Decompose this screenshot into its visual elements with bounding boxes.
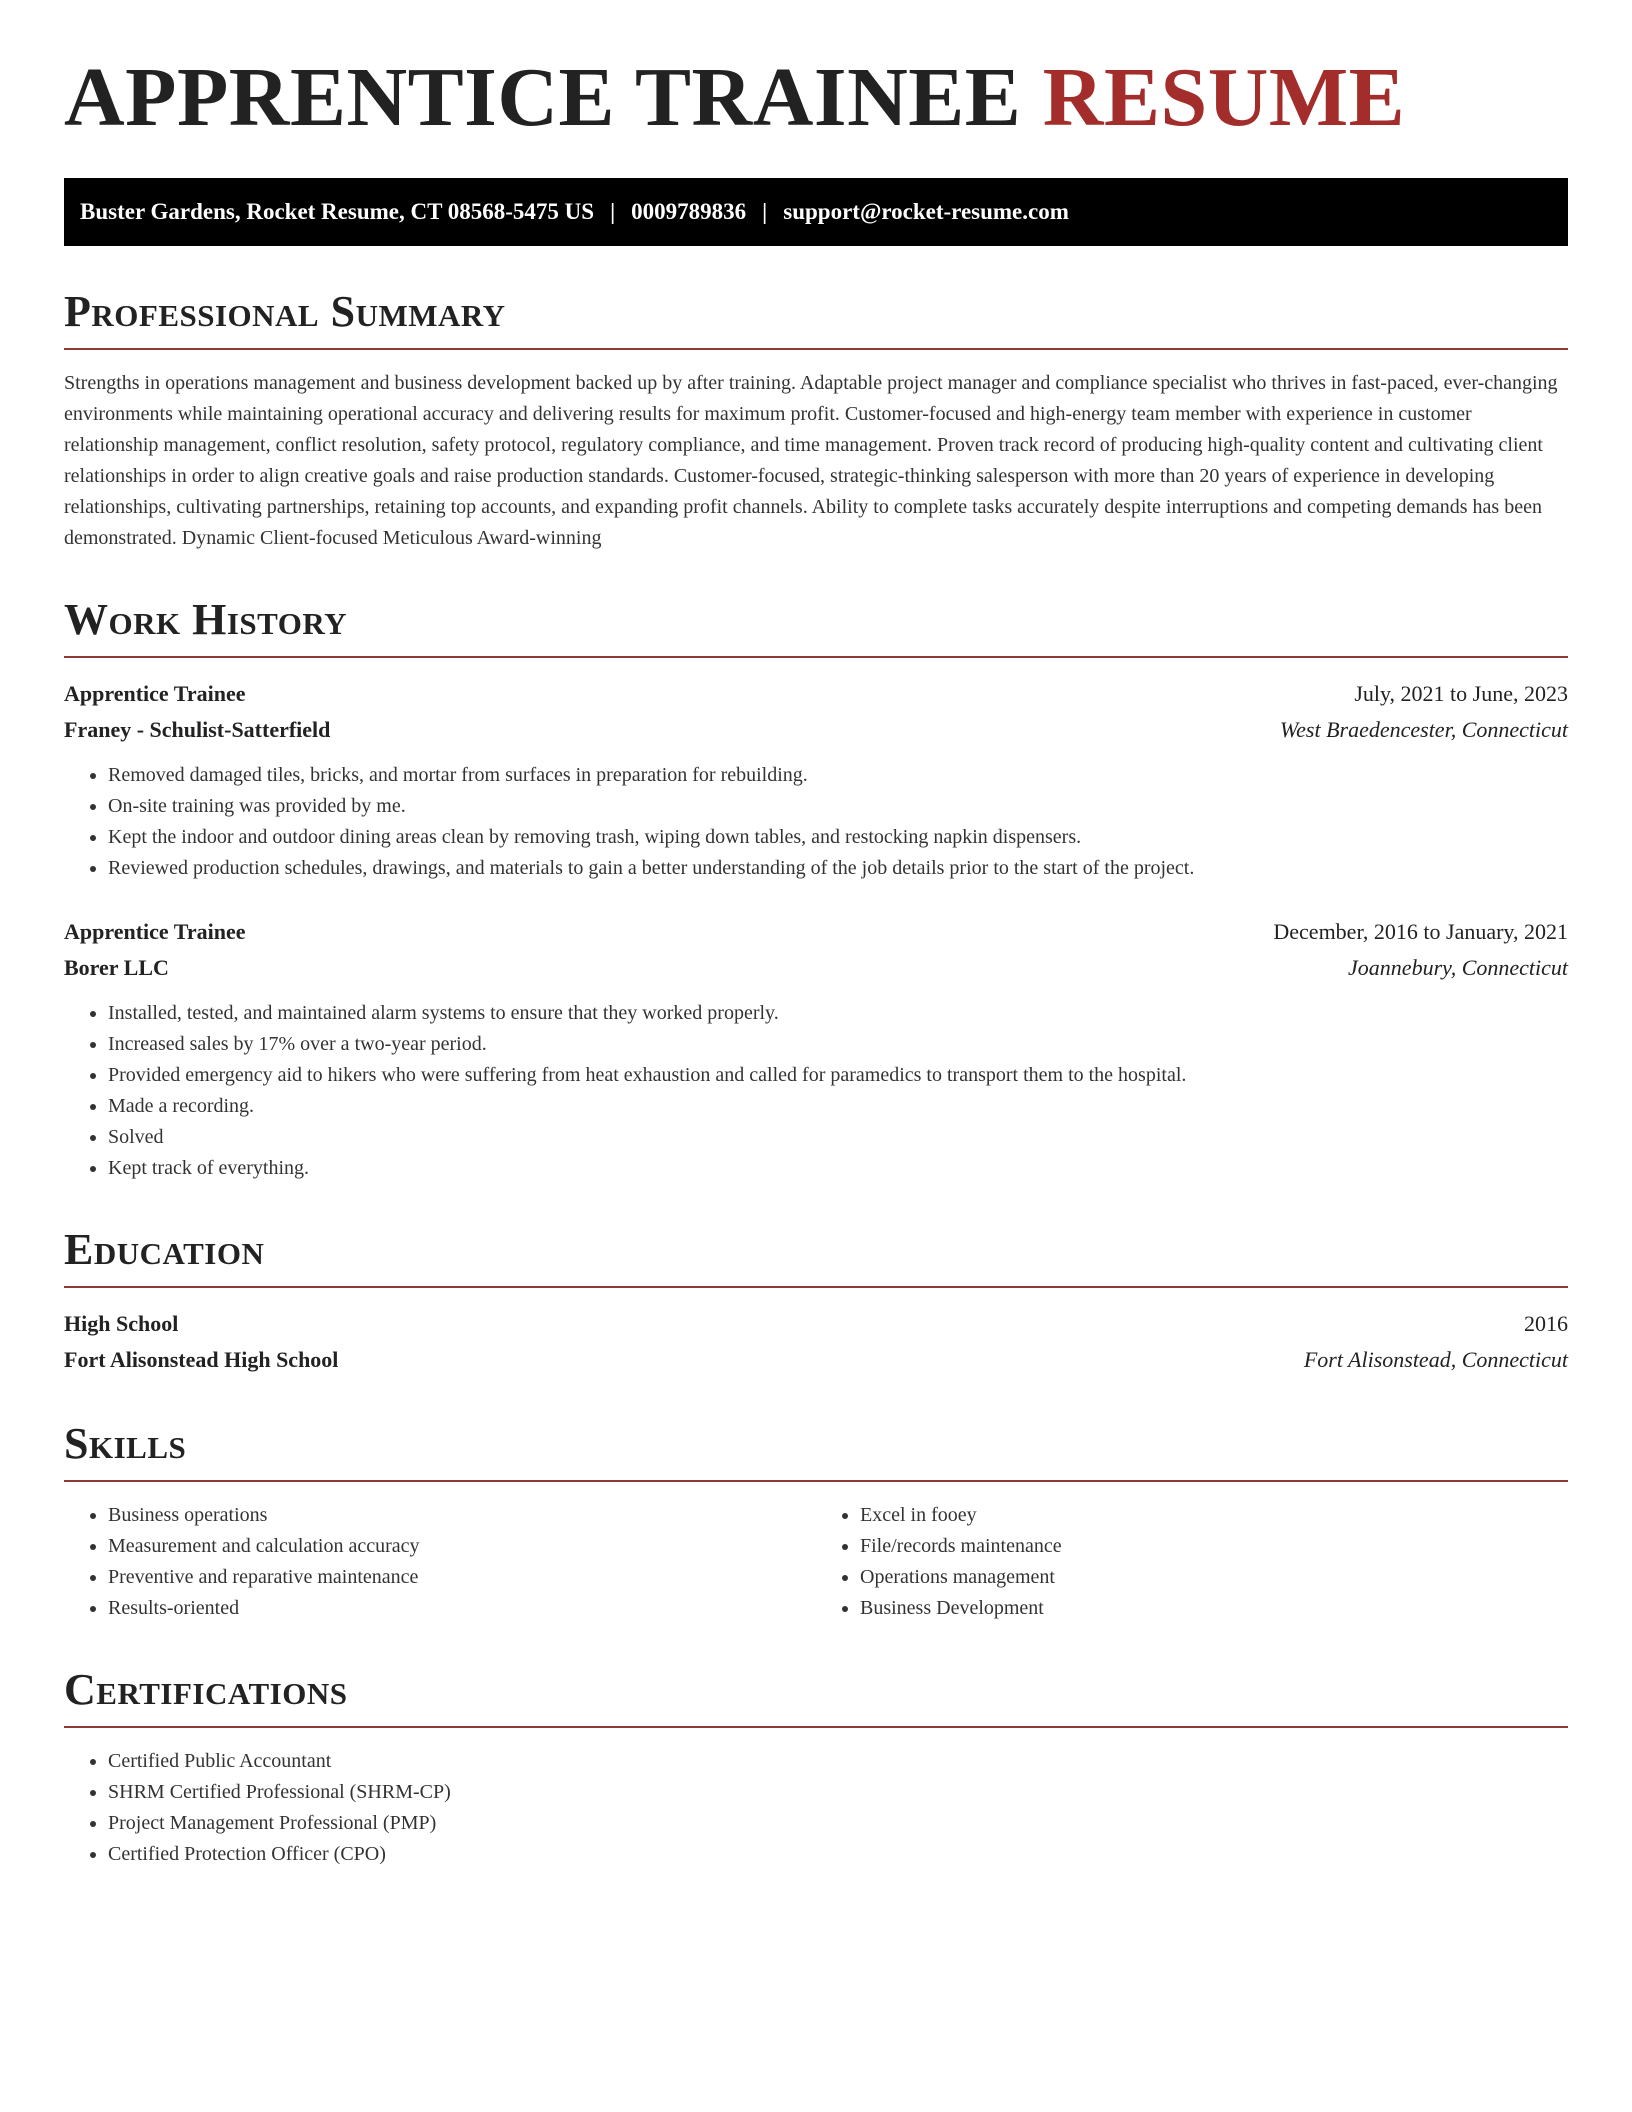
job-bullet: • Removed damaged tiles, bricks, and mortar from surfaces in preparation for rebuilding. <box>108 760 1568 791</box>
contact-email: support@rocket-resume.com <box>783 199 1069 224</box>
certification-item: • SHRM Certified Professional (SHRM-CP) <box>108 1777 1568 1808</box>
contact-address: Buster Gardens, Rocket Resume, CT 08568-5475 US <box>80 199 595 224</box>
education-year: 2016 <box>1524 1311 1568 1336</box>
education-location: Fort Alisonstead, Connecticut <box>1303 1347 1568 1372</box>
job-bullet: • Increased sales by 17% over a two-year period. <box>108 1029 1568 1060</box>
skills-column-left <box>64 1500 816 1624</box>
skill-item: • Operations management <box>860 1562 1568 1593</box>
section-divider <box>64 348 1568 350</box>
summary-heading: Professional Summary <box>64 287 506 336</box>
job-bullet: • Made a recording. <box>108 1091 1568 1122</box>
education-degree: High School <box>64 1311 179 1336</box>
resume-title <box>64 51 1568 144</box>
job-title: Apprentice Trainee <box>64 919 246 944</box>
job-dates: December, 2016 to January, 2021 <box>1273 919 1568 944</box>
job-bullet: • Provided emergency aid to hikers who were suffering from heat exhaustion and called for paramedics to transport them to the hospital. <box>108 1060 1568 1091</box>
job-company-row <box>64 712 1568 748</box>
job-bullet: • Installed, tested, and maintained alarm systems to ensure that they worked properly. <box>108 998 1568 1029</box>
contact-separator: | <box>762 199 768 224</box>
certifications-list <box>64 1746 1568 1870</box>
resume-title-main: APPRENTICE TRAINEE <box>64 51 1022 144</box>
job-entry <box>64 914 1568 1184</box>
education-header-row <box>64 1306 1568 1342</box>
education-heading: Education <box>64 1225 265 1274</box>
job-bullet: • Solved <box>108 1122 1568 1153</box>
skill-item: • File/records maintenance <box>860 1531 1568 1562</box>
job-company: Borer LLC <box>64 955 169 980</box>
section-divider <box>64 1286 1568 1288</box>
work-history-section <box>64 595 1568 1184</box>
resume-title-accent: RESUME <box>1042 51 1406 144</box>
education-school-row <box>64 1342 1568 1378</box>
skill-item: • Business operations <box>108 1500 816 1531</box>
certifications-heading: Certifications <box>64 1665 348 1714</box>
skill-item: • Business Development <box>860 1593 1568 1624</box>
job-bullets <box>64 998 1568 1184</box>
job-dates: July, 2021 to June, 2023 <box>1354 681 1568 706</box>
certification-item: • Certified Protection Officer (CPO) <box>108 1839 1568 1870</box>
job-location: West Braedencester, Connecticut <box>1279 717 1568 742</box>
certification-item: • Certified Public Accountant <box>108 1746 1568 1777</box>
section-divider <box>64 1726 1568 1728</box>
skill-item: • Preventive and reparative maintenance <box>108 1562 816 1593</box>
job-entry <box>64 676 1568 884</box>
job-bullet: • On-site training was provided by me. <box>108 791 1568 822</box>
job-location: Joannebury, Connecticut <box>1348 955 1568 980</box>
job-bullet: • Kept track of everything. <box>108 1153 1568 1184</box>
education-school: Fort Alisonstead High School <box>64 1347 339 1372</box>
job-bullet: • Reviewed production schedules, drawings, and materials to gain a better understanding of the job details prior to the start of the project. <box>108 853 1568 884</box>
job-header-row <box>64 676 1568 712</box>
job-header-row <box>64 914 1568 950</box>
section-divider <box>64 656 1568 658</box>
job-bullets <box>64 760 1568 884</box>
education-section <box>64 1225 1568 1378</box>
contact-phone: 0009789836 <box>631 199 747 224</box>
skill-item: • Excel in fooey <box>860 1500 1568 1531</box>
skills-heading: Skills <box>64 1419 187 1468</box>
work-history-heading: Work History <box>64 595 348 644</box>
summary-text: Strengths in operations management and business development backed up by after training. Adaptable project manager and compliance specialist who thrives in fast-paced, ever-changing environments while maintaining operational accuracy and delivering results for maximum profit. Customer-focused and high-energy team member with experience in customer relationship management, conflict resolution, safety protocol, regulatory compliance, and time management. Proven track record of producing high-quality content and cultivating client relationships in order to align creative goals and raise production standards. Customer-focused, strategic-thinking salesperson with more than 20 years of experience in developing relationships, cultivating partnerships, retaining top accounts, and expanding profit channels. Ability to complete tasks accurately despite interruptions and competing demands has been demonstrated. Dynamic Client-focused Meticulous Award-winning <box>64 372 1558 549</box>
skills-column-right <box>816 1500 1568 1624</box>
skill-item: • Measurement and calculation accuracy <box>108 1531 816 1562</box>
section-divider <box>64 1480 1568 1482</box>
job-title: Apprentice Trainee <box>64 681 246 706</box>
job-bullet: • Kept the indoor and outdoor dining areas clean by removing trash, wiping down tables, and restocking napkin dispensers. <box>108 822 1568 853</box>
summary-section <box>64 287 1568 554</box>
job-company: Franey - Schulist-Satterfield <box>64 717 331 742</box>
contact-bar <box>64 178 1568 246</box>
skills-section <box>64 1419 1568 1624</box>
skill-item: • Results-oriented <box>108 1593 816 1624</box>
skills-grid <box>64 1500 1568 1624</box>
certification-item: • Project Management Professional (PMP) <box>108 1808 1568 1839</box>
job-company-row <box>64 950 1568 986</box>
certifications-section <box>64 1665 1568 1870</box>
contact-separator: | <box>610 199 616 224</box>
